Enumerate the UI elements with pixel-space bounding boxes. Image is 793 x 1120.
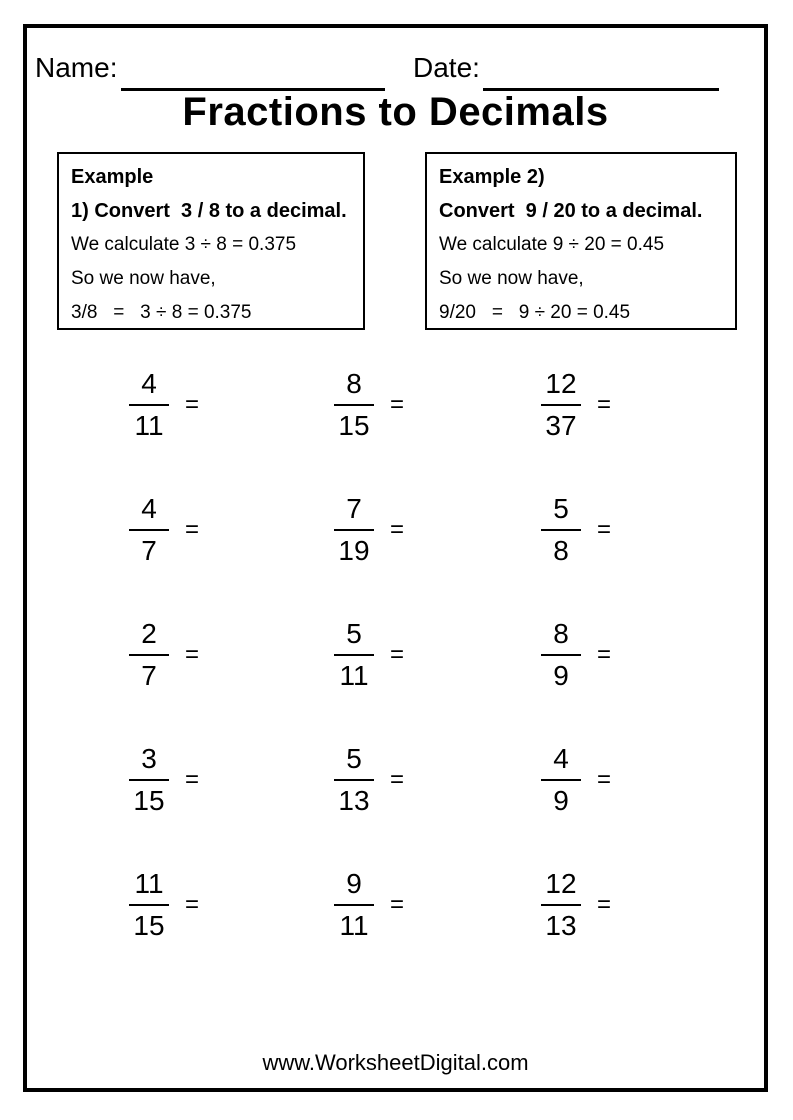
fraction-bar <box>334 404 374 406</box>
fraction-problem <box>537 867 611 943</box>
name-label: Name: <box>35 52 118 83</box>
fraction-problem <box>330 492 404 568</box>
fraction-denominator: 7 <box>141 535 157 566</box>
fraction-problem <box>125 617 199 693</box>
fraction <box>537 742 585 818</box>
fraction-problem <box>537 492 611 568</box>
fraction-problem <box>330 367 404 443</box>
fraction-denominator: 8 <box>553 535 569 566</box>
fraction-denominator: 15 <box>338 410 370 441</box>
example-1-heading: Example <box>71 166 154 188</box>
fraction-numerator: 5 <box>346 618 362 649</box>
fraction-numerator: 9 <box>346 868 362 899</box>
fraction-numerator: 5 <box>346 743 362 774</box>
example-1-calc-line: We calculate 3 ÷ 8 = 0.375 <box>71 234 297 255</box>
fraction <box>330 742 378 818</box>
fraction-bar <box>129 779 169 781</box>
fraction-bar <box>334 654 374 656</box>
date-blank-line <box>483 56 719 91</box>
fraction-denominator: 11 <box>134 410 164 441</box>
fraction-bar <box>129 904 169 906</box>
fraction-denominator: 15 <box>133 785 165 816</box>
fraction-problem <box>537 617 611 693</box>
example-2-result-line: 9/20 = 9 ÷ 20 = 0.45 <box>439 302 631 323</box>
fraction-bar <box>334 904 374 906</box>
fraction-problem <box>330 867 404 943</box>
equals-sign: = <box>185 766 200 793</box>
equals-sign: = <box>390 391 405 418</box>
fraction-problem <box>330 617 404 693</box>
fraction-numerator: 8 <box>346 368 362 399</box>
fraction-denominator: 19 <box>338 535 370 566</box>
fraction-numerator: 4 <box>141 493 157 524</box>
example-1-result-line: 3/8 = 3 ÷ 8 = 0.375 <box>71 302 252 323</box>
equals-sign: = <box>390 766 405 793</box>
fraction-bar <box>334 529 374 531</box>
fraction <box>330 867 378 943</box>
fraction-bar <box>541 654 581 656</box>
fraction <box>125 742 173 818</box>
fraction <box>125 867 173 943</box>
fraction <box>125 617 173 693</box>
fraction <box>537 492 585 568</box>
fraction-bar <box>129 529 169 531</box>
fraction-bar <box>541 529 581 531</box>
footer-website: www.WorksheetDigital.com <box>262 1050 529 1075</box>
page-title: Fractions to Decimals <box>182 90 609 134</box>
fraction-bar <box>129 654 169 656</box>
fraction-denominator: 7 <box>141 660 157 691</box>
equals-sign: = <box>390 641 405 668</box>
fraction-denominator: 15 <box>133 910 165 941</box>
equals-sign: = <box>390 516 405 543</box>
example-1-problem-line: 1) Convert 3 / 8 to a decimal. <box>71 200 347 222</box>
fraction-problem <box>330 742 404 818</box>
fraction <box>330 617 378 693</box>
fraction-denominator: 37 <box>545 410 577 441</box>
example-2-calc-line: We calculate 9 ÷ 20 = 0.45 <box>439 234 665 255</box>
example-2-transition-line: So we now have, <box>439 268 584 289</box>
fraction-numerator: 12 <box>545 868 577 899</box>
fraction-denominator: 9 <box>553 785 569 816</box>
fraction-numerator: 8 <box>553 618 569 649</box>
fraction <box>125 492 173 568</box>
equals-sign: = <box>597 641 612 668</box>
fraction-bar <box>541 904 581 906</box>
fraction-problem <box>537 742 611 818</box>
fraction-problem <box>125 742 199 818</box>
example-box-2 <box>425 152 737 330</box>
fraction <box>330 367 378 443</box>
equals-sign: = <box>597 516 612 543</box>
fraction <box>330 492 378 568</box>
fraction-numerator: 2 <box>141 618 157 649</box>
example-2-heading: Example 2) <box>439 166 545 188</box>
date-label: Date: <box>413 52 480 83</box>
fraction <box>537 617 585 693</box>
fraction-denominator: 9 <box>553 660 569 691</box>
fraction-numerator: 12 <box>545 368 577 399</box>
example-1-transition-line: So we now have, <box>71 268 216 289</box>
fraction-denominator: 13 <box>338 785 370 816</box>
fraction-numerator: 11 <box>134 868 164 899</box>
equals-sign: = <box>597 766 612 793</box>
equals-sign: = <box>185 641 200 668</box>
fraction-problem <box>125 867 199 943</box>
fraction <box>537 867 585 943</box>
fraction-numerator: 7 <box>346 493 362 524</box>
equals-sign: = <box>390 891 405 918</box>
fraction-numerator: 5 <box>553 493 569 524</box>
worksheet-frame <box>23 24 768 1092</box>
fraction-problem <box>125 492 199 568</box>
fraction-problem <box>537 367 611 443</box>
fraction-bar <box>334 779 374 781</box>
fraction-numerator: 4 <box>553 743 569 774</box>
equals-sign: = <box>597 391 612 418</box>
fraction-problem <box>125 367 199 443</box>
example-box-1 <box>57 152 365 330</box>
example-2-problem-line: Convert 9 / 20 to a decimal. <box>439 200 703 222</box>
fraction-numerator: 4 <box>141 368 157 399</box>
equals-sign: = <box>597 891 612 918</box>
equals-sign: = <box>185 391 200 418</box>
fraction <box>537 367 585 443</box>
fraction-numerator: 3 <box>141 743 157 774</box>
fraction-bar <box>541 779 581 781</box>
fraction-denominator: 11 <box>339 660 369 691</box>
fraction-denominator: 11 <box>339 910 369 941</box>
fraction-bar <box>541 404 581 406</box>
equals-sign: = <box>185 516 200 543</box>
fraction-denominator: 13 <box>545 910 577 941</box>
equals-sign: = <box>185 891 200 918</box>
fraction-bar <box>129 404 169 406</box>
name-blank-line <box>121 56 385 91</box>
fraction <box>125 367 173 443</box>
